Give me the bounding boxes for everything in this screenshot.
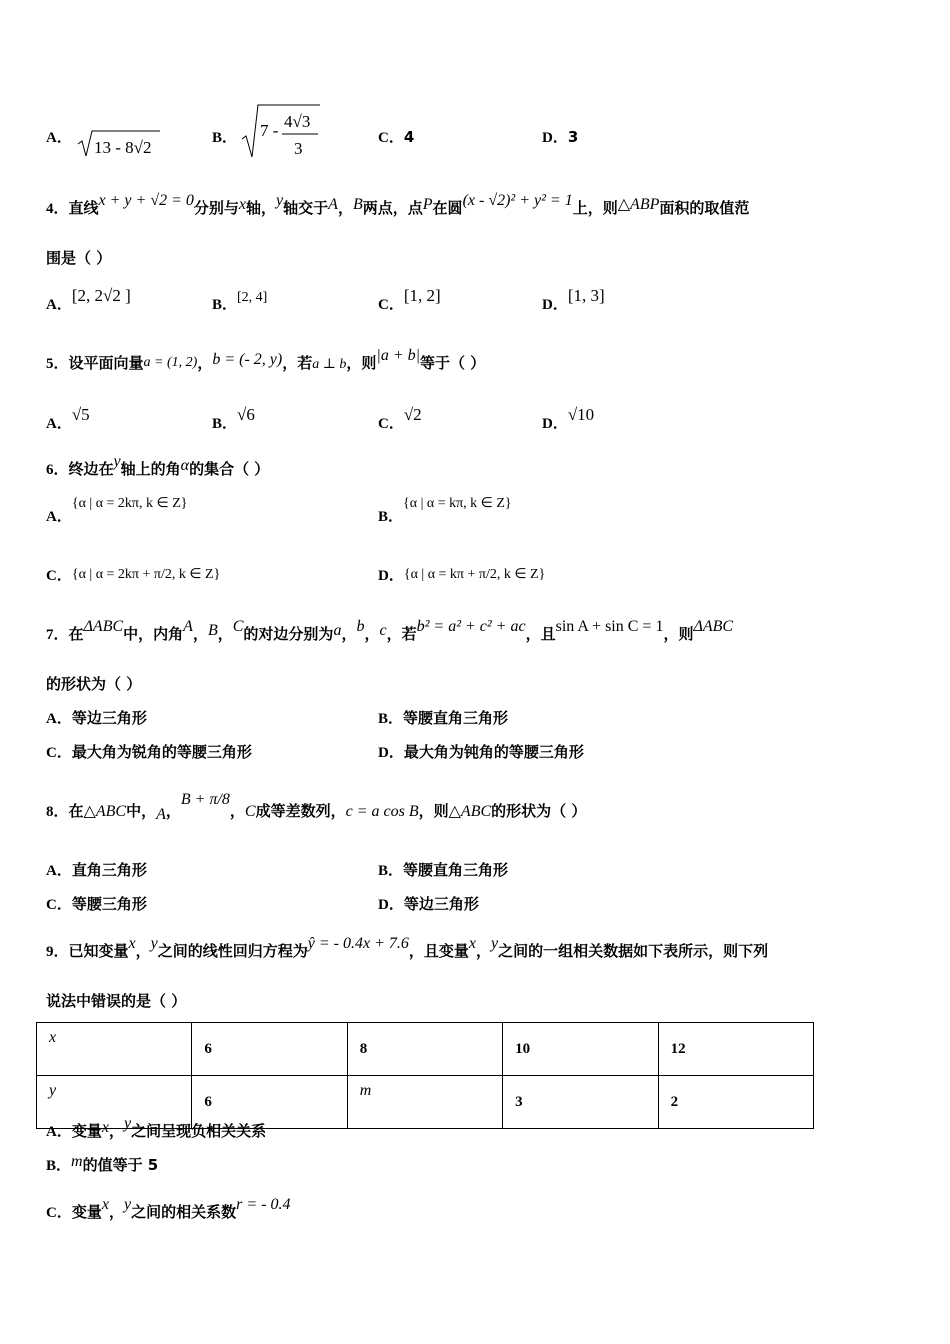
q5-option-a[interactable] [46, 405, 90, 434]
q9-stem [46, 935, 769, 962]
option-label: 4． [46, 201, 69, 217]
text-fragment: √2 [403, 405, 422, 424]
option-label: A． [46, 863, 72, 879]
text-fragment: 3 [567, 128, 579, 146]
option-label: C． [378, 416, 404, 432]
math-expression: c [379, 622, 387, 639]
math-expression: ŷ = - 0.4x + 7.6 [307, 935, 409, 952]
option-label: C． [378, 130, 404, 146]
q3-option-b-math [240, 103, 330, 161]
option-label: C． [46, 568, 72, 584]
q7-stem-line2: 的形状为（ ） [46, 675, 142, 693]
text-fragment: ， [229, 802, 245, 820]
option-label: D． [542, 130, 568, 146]
text-fragment: 分别与 [193, 199, 239, 217]
q9-data-table [36, 1022, 814, 1129]
q4-stem-line2: 围是（ ） [46, 249, 112, 267]
math-expression: y [123, 1115, 132, 1132]
option-label: C． [46, 897, 72, 913]
table-cell: 3 [503, 1076, 658, 1129]
math-expression: x [101, 1196, 109, 1213]
math-expression: y [491, 935, 499, 952]
table-cell: 8 [347, 1023, 502, 1076]
q9-stem-line2: 说法中错误的是（ ） [46, 992, 187, 1010]
table-cell: 2 [658, 1076, 813, 1129]
q6-option-b[interactable] [378, 496, 512, 528]
math-expression: ΔABC [83, 618, 124, 635]
text-fragment: 成等差数列， [255, 802, 346, 820]
text-fragment: 中， [126, 802, 157, 820]
table-cell: 12 [658, 1023, 813, 1076]
math-expression: r = - 0.4 [236, 1196, 291, 1213]
text-fragment: √5 [71, 405, 90, 424]
q5-option-c[interactable] [378, 405, 422, 434]
math-expression: P [422, 196, 433, 213]
text-fragment: [1, 2] [403, 286, 441, 305]
math-expression: b = (- 2, y) [212, 351, 283, 368]
text-fragment: 之间呈现负相关关系 [131, 1122, 267, 1140]
option-label: D． [378, 897, 404, 913]
text-fragment: ， [135, 942, 151, 960]
text-fragment: 轴上的角 [120, 460, 181, 478]
text-fragment: ， [341, 625, 357, 643]
math-expression: m [71, 1153, 83, 1170]
q9-option-c[interactable] [46, 1196, 291, 1223]
math-expression: B [352, 196, 363, 213]
option-label: D． [378, 568, 404, 584]
table-cell: 6 [192, 1076, 347, 1129]
math-expression: x [468, 935, 477, 952]
text-fragment: 直角三角形 [71, 861, 147, 879]
option-label: A． [46, 130, 72, 146]
text-fragment: ， [108, 1203, 124, 1221]
table-cell: 6 [192, 1023, 347, 1076]
text-fragment: 等腰直角三角形 [403, 709, 509, 727]
text-fragment: {α | α = kπ, k ∈ Z} [403, 496, 512, 511]
math-expression: △ABC [83, 803, 127, 820]
text-fragment: ， [476, 942, 492, 960]
svg-text:7 -: 7 - [260, 121, 279, 140]
text-fragment: 最大角为锐角的等腰三角形 [71, 743, 252, 761]
math-expression: y [123, 1196, 132, 1213]
text-fragment: 等于（ ） [420, 354, 486, 372]
q3-a-expr: 13 - 8√2 [94, 138, 152, 157]
option-label: B． [46, 1158, 72, 1174]
text-fragment: 等边三角形 [71, 709, 147, 727]
table-cell: 10 [503, 1023, 658, 1076]
svg-text:3: 3 [294, 139, 303, 158]
option-label: C． [46, 1205, 72, 1221]
q3-option-c[interactable] [378, 127, 414, 148]
option-label: B． [378, 863, 404, 879]
q5-option-d[interactable] [542, 405, 595, 434]
option-label: A． [46, 509, 72, 525]
text-fragment: 中，内角 [123, 625, 184, 643]
option-label: C． [46, 745, 72, 761]
text-fragment: 之间的相关系数 [131, 1203, 237, 1221]
text-fragment: 等腰直角三角形 [403, 861, 509, 879]
q9-option-b[interactable] [46, 1155, 158, 1176]
math-expression: x [101, 1119, 109, 1136]
text-fragment: ，则 [346, 354, 377, 372]
text-fragment: 轴， [246, 199, 277, 217]
math-expression: α [180, 457, 190, 474]
text-fragment: 变量 [71, 1203, 102, 1221]
math-expression: a [333, 622, 342, 639]
q4-option-b[interactable] [212, 290, 268, 316]
q3-option-a-math [76, 128, 166, 160]
text-fragment: 之间的一组相关数据如下表所示，则下列 [498, 942, 769, 960]
math-expression: C [244, 803, 256, 820]
option-label: A． [46, 1124, 72, 1140]
text-fragment: ，则 [418, 802, 449, 820]
q3-option-d[interactable] [542, 127, 578, 148]
q6-option-d[interactable] [378, 565, 545, 587]
q7-option-d[interactable] [378, 742, 584, 763]
q5-option-b[interactable] [212, 405, 255, 434]
option-label: 7． [46, 627, 69, 643]
q8-option-d[interactable] [378, 894, 479, 915]
option-label: A． [46, 297, 72, 313]
text-fragment: [1, 3] [567, 286, 605, 305]
q3-option-b[interactable] [212, 127, 237, 148]
math-expression: A [156, 806, 166, 823]
math-expression: b [356, 618, 365, 635]
text-fragment: 上，则 [572, 199, 618, 217]
math-expression: c = a cos B [345, 803, 419, 820]
table-cell: y [37, 1076, 192, 1129]
math-expression: B + π/8 [180, 791, 230, 808]
option-label: D． [542, 416, 568, 432]
text-fragment: [2, 4] [237, 290, 268, 305]
text-fragment: ， [197, 354, 213, 372]
q3-option-a[interactable] [46, 127, 72, 148]
text-fragment: ，且 [525, 625, 556, 643]
option-label: A． [46, 711, 72, 727]
text-fragment: √6 [237, 405, 255, 424]
option-label: B． [212, 416, 238, 432]
q7-option-a[interactable] [46, 708, 147, 729]
q8-stem [46, 791, 587, 823]
math-expression: (x - √2)² + y² = 1 [462, 192, 573, 209]
text-fragment: ， [192, 625, 208, 643]
q5-stem [46, 347, 486, 375]
q6-option-a[interactable] [46, 496, 188, 528]
option-label: A． [46, 416, 72, 432]
text-fragment: 直线 [68, 199, 99, 217]
text-fragment: 终边在 [68, 460, 114, 478]
math-expression: x [128, 935, 136, 952]
text-fragment: [2, 2√2 ] [71, 286, 131, 305]
math-expression: x + y + √2 = 0 [98, 192, 194, 209]
text-fragment: ，若 [282, 354, 313, 372]
option-label: C． [378, 297, 404, 313]
text-fragment: 设平面向量 [68, 354, 144, 372]
table-cell: x [37, 1023, 192, 1076]
text-fragment: ，且变量 [408, 942, 469, 960]
math-expression: C [232, 618, 244, 635]
text-fragment: 的值等于 5 [82, 1156, 159, 1174]
option-label: B． [212, 297, 238, 313]
text-fragment: 之间的线性回归方程为 [157, 942, 308, 960]
text-fragment: 在圆 [432, 199, 463, 217]
q4-option-d[interactable] [542, 286, 605, 315]
math-expression: y [113, 453, 121, 470]
math-expression: sin A + sin C = 1 [555, 618, 664, 635]
text-fragment: ， [337, 199, 353, 217]
math-expression: x [238, 196, 247, 213]
q6-option-c[interactable] [46, 565, 220, 587]
text-fragment: ，若 [386, 625, 417, 643]
math-expression: △ABP [617, 196, 660, 213]
text-fragment: 的形状为（ ） [491, 802, 587, 820]
text-fragment: 等腰三角形 [71, 895, 147, 913]
option-label: B． [378, 711, 404, 727]
q7-option-b[interactable] [378, 708, 508, 729]
math-expression: |a + b| [376, 347, 421, 364]
math-expression: y [150, 935, 158, 952]
table-cell: m [347, 1076, 502, 1129]
text-fragment: 面积的取值范 [659, 199, 750, 217]
math-expression: ΔABC [693, 618, 734, 635]
option-label: 6． [46, 462, 69, 478]
text-fragment: 的集合（ ） [189, 460, 270, 478]
text-fragment: ， [364, 625, 380, 643]
math-expression: a ⊥ b [312, 357, 347, 372]
option-label: B． [378, 509, 404, 525]
math-expression: a = (1, 2) [143, 355, 198, 370]
text-fragment: {α | α = kπ + π/2, k ∈ Z} [403, 567, 546, 582]
q4-option-c[interactable] [378, 286, 441, 315]
text-fragment: 变量 [71, 1122, 102, 1140]
text-fragment: ， [217, 625, 233, 643]
text-fragment: 在 [68, 625, 84, 643]
math-expression: A [183, 618, 193, 635]
text-fragment: 两点，点 [362, 199, 423, 217]
q8-option-c[interactable] [46, 894, 147, 915]
q7-stem [46, 618, 734, 645]
math-expression: A [328, 196, 338, 213]
q7-option-c[interactable] [46, 742, 252, 763]
text-fragment: 已知变量 [68, 942, 129, 960]
q9-option-a[interactable] [46, 1115, 267, 1142]
option-label: 8． [46, 804, 69, 820]
q4-stem [46, 192, 750, 219]
option-label: B． [212, 130, 238, 146]
option-label: D． [542, 297, 568, 313]
q8-option-a[interactable] [46, 860, 147, 881]
text-fragment: 在 [68, 802, 84, 820]
text-fragment: 最大角为钝角的等腰三角形 [403, 743, 584, 761]
text-fragment: √10 [567, 405, 595, 424]
math-expression: △ABC [448, 803, 492, 820]
math-expression: b² = a² + c² + ac [416, 618, 526, 635]
svg-text:4√3: 4√3 [284, 112, 311, 131]
table-row [37, 1023, 814, 1076]
option-label: 5． [46, 356, 69, 372]
text-fragment: {α | α = 2kπ, k ∈ Z} [71, 496, 188, 511]
text-fragment: ，则 [663, 625, 694, 643]
text-fragment: ， [108, 1122, 124, 1140]
text-fragment: {α | α = 2kπ + π/2, k ∈ Z} [71, 567, 221, 582]
q6-stem [46, 453, 270, 480]
text-fragment: 4 [403, 128, 415, 146]
text-fragment: 等边三角形 [403, 895, 479, 913]
text-fragment: 轴交于 [283, 199, 329, 217]
math-expression: B [207, 622, 218, 639]
text-fragment: 的对边分别为 [243, 625, 334, 643]
q4-option-a[interactable] [46, 286, 131, 315]
option-label: D． [378, 745, 404, 761]
text-fragment: ， [165, 802, 181, 820]
option-label: 9． [46, 944, 69, 960]
math-expression: y [276, 192, 284, 209]
q8-option-b[interactable] [378, 860, 508, 881]
